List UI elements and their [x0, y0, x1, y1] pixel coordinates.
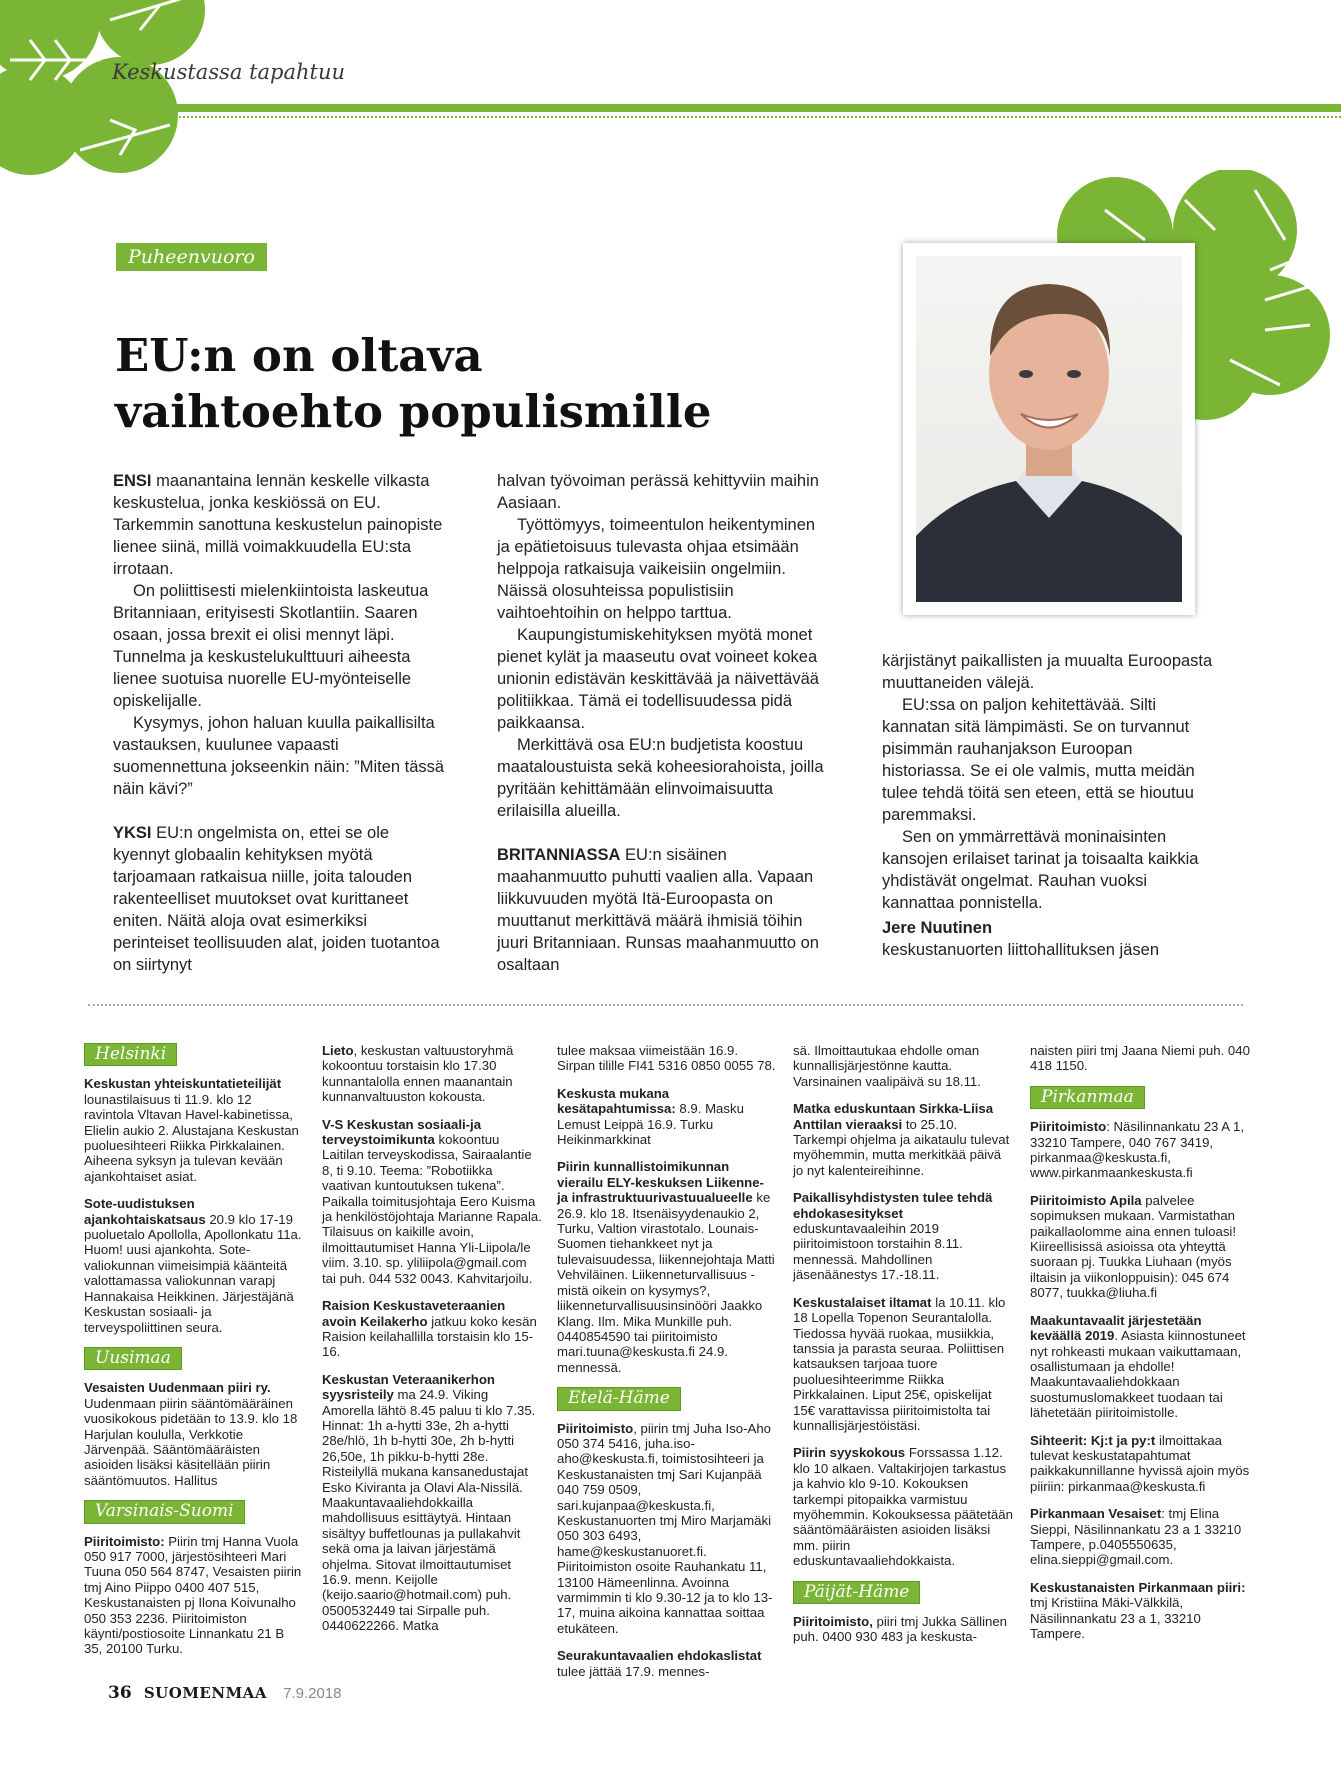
events-column-4: [793, 1043, 1013, 1657]
author-block: [882, 917, 1215, 961]
event-title: Piiritoimisto,: [793, 1614, 873, 1629]
article-paragraph: [113, 712, 446, 800]
event-text: Uudenmaan piirin sääntömääräinen vuosikokous pidetään to 13.9. klo 18 Harjulan koululla, Verkkotie Järvenpää. Sääntömääräisten asioiden lisäksi käsitellään piirin sääntömuutos. Hallitus: [84, 1395, 298, 1488]
event-title: Piiritoimisto: [557, 1420, 634, 1436]
event-title: Pirkanmaan Vesaiset: [1030, 1506, 1162, 1522]
event-item: [793, 1295, 1013, 1434]
event-text: . Asiasta kiinnostuneet nyt rohkeasti mukaan vaikuttamaan, osallistumaan ja ehdolle! Maakuntavaaliehdokkaan suostumuslomakkeet tuodaan tai lähetetään piiritoimistolle.: [1030, 1328, 1246, 1421]
events-column-2: [322, 1043, 542, 1646]
event-text: Piirin tmj Hanna Vuola 050 917 7000, järjestösihteeri Mari Tuuna 050 564 8747, Vesaisten piirin tmj Aino Piippo 0400 407 515, Keskustanaisten pj Ilona Koivunalho 050 353 2236. Piiritoimiston käynti/postiosoite Linnankatu 21 B 35, 20100 Turku.: [84, 1533, 302, 1657]
event-title: Piiritoimisto:: [84, 1533, 165, 1549]
paragraph-text: Kaupungistumiskehityksen myötä monet pienet kylät ja maaseutu ovat voineet kokea unionin edistävän keskittävää ja näivettävää politiikkaa. Tämä ei todellisuudessa pidä paikkaansa.: [497, 626, 819, 732]
event-text: sä. Ilmoittautukaa ehdolle oman kunnallisjärjestönne kautta. Varsinainen vaalipäivä su 18.11.: [793, 1043, 981, 1089]
paragraph-lead: ENSI: [113, 472, 152, 490]
event-item: [322, 1043, 542, 1105]
paragraph-text: EU:n sisäinen maahanmuutto puhutti vaalien alla. Vapaan liikkuvuuden myötä Itä-Euroopasta on muuttanut merkittävä määrä ihmisiä töihin juuri Britanniaan. Runsas maahanmuutto on osaltaan: [497, 846, 819, 974]
event-text: palvelee sopimuksen mukaan. Varmistathan paikallaolomme aina ennen tuloasi! Kiireellisissä asioissa ota yhteyttä suoraan pj. Tuukka Liuhaan (myös iltaisin ja viikonloppuisin): 045 674 8077, tuukka@liuha.fi: [1030, 1192, 1237, 1301]
paragraph-lead: BRITANNIASSA: [497, 846, 621, 864]
event-title: Keskustan yhteiskuntatieteilijät: [84, 1076, 282, 1092]
event-text: 20.9 klo 17-19 puoluetalo Apollolla, Apollonkatu 11a. Huom! uusi ajankohta. Sote-valiokunnan viimeisimpiä käänteitä valottamassa valiokunnan varapj Hannakaisa Heikkinen. Järjestäjänä Keskustan sosiaali- ja terveyspoliittinen seura.: [84, 1211, 302, 1335]
event-title: Piiritoimisto: [1030, 1119, 1107, 1135]
event-item: [793, 1043, 1013, 1089]
article-paragraph: [497, 514, 830, 624]
event-text: la 10.11. klo 18 Lopella Topenon Seurantalolla. Tiedossa hyvää ruokaa, musiikkia, tanssia ja parasta seuraa. Poliittisen katsauksen tarjoaa tuore puoluesihteerimme Riikka Pirkkalainen. Liput 25€, opiskelijat 15€ varattavissa piiritoimistolta tai kunnallisjärjestöistäsi.: [793, 1294, 1006, 1433]
event-item: [84, 1196, 304, 1335]
event-item: [793, 1614, 1013, 1645]
paragraph-text: kärjistänyt paikallisten ja muualta Euroopasta muuttaneiden välejä.: [882, 652, 1213, 692]
event-text: jatkuu koko kesän Raision keilahallilla torstaisin klo 15-16.: [322, 1313, 537, 1360]
event-title: Piirin syyskokous: [793, 1445, 906, 1461]
event-item: [1030, 1313, 1250, 1421]
event-item: [1030, 1580, 1250, 1642]
event-title: V-S Keskustan sosiaali-ja terveystoimikunta: [322, 1116, 482, 1148]
region-tag: Uusimaa: [84, 1347, 182, 1370]
events-column-3: [557, 1043, 777, 1691]
event-text: : Näsilinnankatu 23 A 1, 33210 Tampere, 040 767 3419, pirkanmaa@keskusta.fi, www.pirkanmaankeskusta.fi: [1030, 1119, 1245, 1181]
article-paragraph: [113, 822, 446, 976]
event-text: kokoontuu Laitilan terveyskodissa, Sairaalantie 8, ti 9.10. Teema: ”Robotiikka vaativan kuntoutuksen tukena”. Paikalla toimitusjohtaja Eero Kuisma ja henkilöstöjohtaja Marianne Rapala. Tilaisuus on kaikille avoin, ilmoittautumiset Hanna Yli-Liipola/le viim. 3.10. sp. yliliipola@gmail.com tai puh. 044 532 0043. Kahvitarjoilu.: [322, 1132, 542, 1286]
event-title: Sihteerit: Kj:t ja py:t: [1030, 1432, 1156, 1448]
region-tag: Helsinki: [84, 1043, 177, 1066]
event-item: [557, 1648, 777, 1679]
events-column-1: [84, 1043, 304, 1669]
event-text: : tmj Elina Sieppi, Näsilinnankatu 23 a 1 33210 Tampere, p.0405550635, elina.sieppi@gmail.com.: [1030, 1506, 1242, 1568]
region-tag: Päijät-Häme: [793, 1581, 920, 1604]
event-title: Keskustan Veteraanikerhon syysristeily: [322, 1371, 495, 1403]
event-item: [1030, 1433, 1250, 1495]
article-paragraph: [497, 470, 830, 514]
event-title: Matka eduskuntaan Sirkka-Liisa Anttilan vieraaksi: [793, 1101, 994, 1132]
event-title: Lieto: [322, 1043, 354, 1058]
event-item: [322, 1298, 542, 1360]
header-rule: [0, 104, 1341, 112]
event-item: [84, 1534, 304, 1657]
article-paragraph: [497, 734, 830, 822]
event-title: Piiritoimisto Apila: [1030, 1192, 1142, 1208]
event-item: [557, 1043, 777, 1074]
event-item: [1030, 1119, 1250, 1181]
section-title: Keskustassa tapahtuu: [112, 60, 345, 84]
event-text: piiri tmj Jukka Sällinen puh. 0400 930 483 ja keskusta-: [793, 1614, 1007, 1645]
header-dotted-rule: [0, 116, 1341, 118]
author-photo: [916, 256, 1182, 602]
events-column-5: [1030, 1043, 1250, 1653]
event-item: [1030, 1506, 1250, 1568]
event-item: [84, 1380, 304, 1488]
event-text: 8.9. Masku Lemust Leippä 16.9. Turku Heikinmarkkinat: [557, 1101, 744, 1148]
event-title: Maakuntavaalit järjestetään keväällä 2019: [1030, 1312, 1202, 1344]
event-text: lounastilaisuus ti 11.9. klo 12 ravintola Vltavan Havel-kabinetissa, Elielin aukio 2. Alustajana Keskustan puoluesihteeri Riikka Pirkkalainen. Aiheena syksyn ja tulevan kevään ajankohtaiset asiat.: [84, 1091, 299, 1184]
event-item: [557, 1421, 777, 1637]
region-tag: Varsinais-Suomi: [84, 1500, 245, 1523]
article-paragraph: [113, 470, 446, 580]
magazine-name: SUOMENMAA: [143, 1684, 267, 1702]
article-column-3: [882, 650, 1215, 914]
issue-date: 7.9.2018: [283, 1685, 342, 1702]
article-column-1: [113, 470, 446, 976]
article-paragraph: [882, 694, 1215, 826]
paragraph-text: Merkittävä osa EU:n budjetista koostuu maataloustuista sekä koheesiorahoista, joilla pyritään kehittämään elinvoimaisuutta erilaisilla alueilla.: [497, 736, 824, 820]
event-text: tmj Kristiina Mäki-Välkkilä, Näsilinnankatu 23 a 1, 33210 Tampere.: [1030, 1595, 1201, 1641]
events-divider: [88, 1004, 1243, 1006]
event-text: tulee maksaa viimeistään 16.9. Sirpan tilille FI41 5316 0850 0055 78.: [557, 1043, 776, 1074]
event-item: [557, 1159, 777, 1375]
event-item: [322, 1372, 542, 1634]
event-title: Keskustalaiset iltamat: [793, 1294, 932, 1310]
event-title: Keskusta mukana kesätapahtumissa:: [557, 1085, 676, 1117]
event-text: tulee jättää 17.9. mennes-: [557, 1663, 710, 1679]
article-tag: Puheenvuoro: [116, 243, 267, 271]
region-tag: Etelä-Häme: [557, 1387, 681, 1410]
article-column-2: [497, 470, 830, 976]
event-item: [1030, 1043, 1250, 1074]
event-item: [322, 1117, 542, 1286]
article-paragraph: [497, 844, 830, 976]
author-role: keskustanuorten liittohallituksen jäsen: [882, 941, 1159, 959]
event-item: [793, 1445, 1013, 1568]
event-item: [793, 1190, 1013, 1282]
event-text: ke 26.9. klo 18. Itsenäisyydenaukio 2, Turku, Valtion virastotalo. Lounais-Suomen tiehankkeet nyt ja tulevaisuudessa, liikennejohtaja Matti Vehviläinen. Liikenneturvallisuus - mistä oikein on kysymys?, liikenneturvallisuusinsinööri Jaakko Klang. Ilm. Mika Munkille puh. 0440854590 tai piiritoimisto mari.tuuna@keskusta.fi 24.9. mennessä.: [557, 1190, 775, 1375]
paragraph-text: maanantaina lennän keskelle vilkasta keskustelua, jonka keskiössä on EU. Tarkemmin sanottuna keskustelun painopiste lienee siinä, millä voimakkuudella EU:sta irrotaan.: [113, 472, 443, 578]
event-text: ilmoittakaa tulevat keskustatapahtumat paikkakunnillanne hyvissä ajoin myös piiriin: pirkanmaa@keskusta.fi: [1030, 1432, 1250, 1494]
author-name: Jere Nuutinen: [882, 919, 993, 937]
event-text: , piirin tmj Juha Iso-Aho 050 374 5416, juha.iso-aho@keskusta.fi, toimistosihteeri ja Keskustanaisten tmj Sari Kujanpää 040 759 0509, sari.kujanpaa@keskusta.fi, Keskustanuorten tmj Miro Marjamäki 050 303 6493, hame@keskustanuoret.fi. Piiritoimiston osoite Rauhankatu 11, 13100 Hämeenlinna. Avoinna varmimmin ti klo 9.30-12 ja to klo 13-17, muina aikoina kannattaa soittaa etukäteen.: [557, 1420, 773, 1636]
event-title: Vesaisten Uudenmaan piiri ry.: [84, 1380, 271, 1396]
event-title: Piirin kunnallistoimikunnan vierailu ELY-keskuksen Liikenne- ja infrastruktuurivastuualueelle: [557, 1159, 764, 1206]
event-title: Seurakuntavaalien ehdokaslistat: [557, 1648, 762, 1664]
paragraph-text: halvan työvoiman perässä kehittyviin maihin Aasiaan.: [497, 472, 819, 512]
paragraph-text: On poliittisesti mielenkiintoista laskeutua Britanniaan, erityisesti Skotlantiin. Saaren osaan, jossa brexit ei olisi mennyt läpi. Tunnelma ja keskustelukulttuuri aiheesta lienee suotuisa nuorelle EU-myönteiselle opiskelijalle.: [113, 582, 429, 710]
headline: EU:n on oltava vaihtoehto populismille: [115, 329, 712, 438]
event-text: ma 24.9. Viking Amorella lähtö 8.45 paluu ti klo 7.35. Hinnat: 1h a-hytti 33e, 2h a-hytti 28e/hlö, 1h b-hytti 30e, 2h b-hytti 26,50e, 1h pikku-b-hytti 28e. Risteilyllä mukana kansanedustajat Esko Kiviranta ja Olavi Ala-Nissilä. Maakuntavaaliehdokkailla mahdollisuus esittäytyä. Hintaan sisältyy buffetlounas ja pullakahvit sekä oma ja laivan järjestämä ohjelma. Sitovat ilmoittautumiset 16.9. menn. Keijolle (keijo.saario@hotmail.com) puh. 0500532449 tai Sirpalle puh. 0440622266. Matka: [322, 1387, 536, 1634]
article-paragraph: [882, 826, 1215, 914]
paragraph-text: Sen on ymmärrettävä moninaisinten kansojen erilaiset tarinat ja toisaalta kaikkia yhdistävät ongelmat. Rauhan vuoksi kannattaa ponnistella.: [882, 828, 1199, 912]
paragraph-text: EU:ssa on paljon kehitettävää. Silti kannatan sitä lämpimästi. Se on turvannut pisimmän rauhanjakson Euroopan historiassa. Se ei ole valmis, mutta meidän tulee tehdä töitä sen eteen, että se hioutuu paremmaksi.: [882, 696, 1195, 824]
event-title: Sote-uudistuksen ajankohtaiskatsaus: [84, 1196, 206, 1227]
event-item: [1030, 1193, 1250, 1301]
paragraph-text: EU:n ongelmista on, ettei se ole kyennyt globaalin kehityksen myötä tarjoamaan ratkaisua niille, joita talouden rakenteelliset muutokset ovat kurittaneet eniten. Näitä aloja ovat esimerkiksi perinteiset teollisuuden alat, joiden tuotantoa on siirtynyt: [113, 824, 440, 974]
event-title: Paikallisyhdistysten tulee tehdä ehdokasesitykset: [793, 1190, 993, 1221]
article-paragraph: [497, 624, 830, 734]
page-footer: [108, 1683, 342, 1703]
article-paragraph: [113, 580, 446, 712]
event-text: naisten piiri tmj Jaana Niemi puh. 040 418 1150.: [1030, 1043, 1250, 1074]
region-tag: Pirkanmaa: [1030, 1086, 1145, 1109]
event-text: to 25.10. Tarkempi ohjelma ja aikataulu tulevat myöhemmin, mutta merkitkää päivä jo nyt kalenteireihinne.: [793, 1116, 1010, 1178]
event-text: , keskustan valtuustoryhmä kokoontuu torstaisin klo 17.30 kunnantalolla ennen maanantain kunnanvaltuuston kokousta.: [322, 1043, 514, 1105]
paragraph-text: Työttömyys, toimeentulon heikentyminen ja epätietoisuus tulevasta ohjaa etsimään helppoja ratkaisuja vaikeisiin ongelmiin. Näissä olosuhteissa populistisiin vaihtoehtoihin on helppo tarttua.: [497, 516, 816, 622]
clover-decoration-top-left: [0, 0, 230, 200]
event-text: eduskuntavaaleihin 2019 piiritoimistoon torstaihin 8.11. mennessä. Mahdollinen jäsenäänestys 17.-18.11.: [793, 1221, 963, 1283]
event-title: Keskustanaisten Pirkanmaan piiri:: [1030, 1579, 1246, 1595]
article-paragraph: [882, 650, 1215, 694]
page-number: 36: [108, 1683, 132, 1703]
event-item: [84, 1076, 304, 1184]
event-title: Raision Keskustaveteraanien avoin Keilakerho: [322, 1298, 506, 1329]
event-item: [557, 1086, 777, 1148]
paragraph-text: Kysymys, johon haluan kuulla paikallisilta vastauksen, kuulunee vapaasti suomennettuna jokseenkin näin: ”Miten tässä näin kävi?”: [113, 714, 445, 798]
paragraph-lead: YKSI: [113, 824, 152, 842]
event-text: Forssassa 1.12. klo 10 alkaen. Valtakirjojen tarkastus ja kahvio klo 9-10. Kokouksen tarkempi pitopaikka varmistuu myöhemmin. Kokouksessa päätetään sääntömääräisten asioiden lisäksi mm. piirin eduskuntavaaliehdokkaista.: [793, 1445, 1013, 1569]
event-item: [793, 1101, 1013, 1178]
